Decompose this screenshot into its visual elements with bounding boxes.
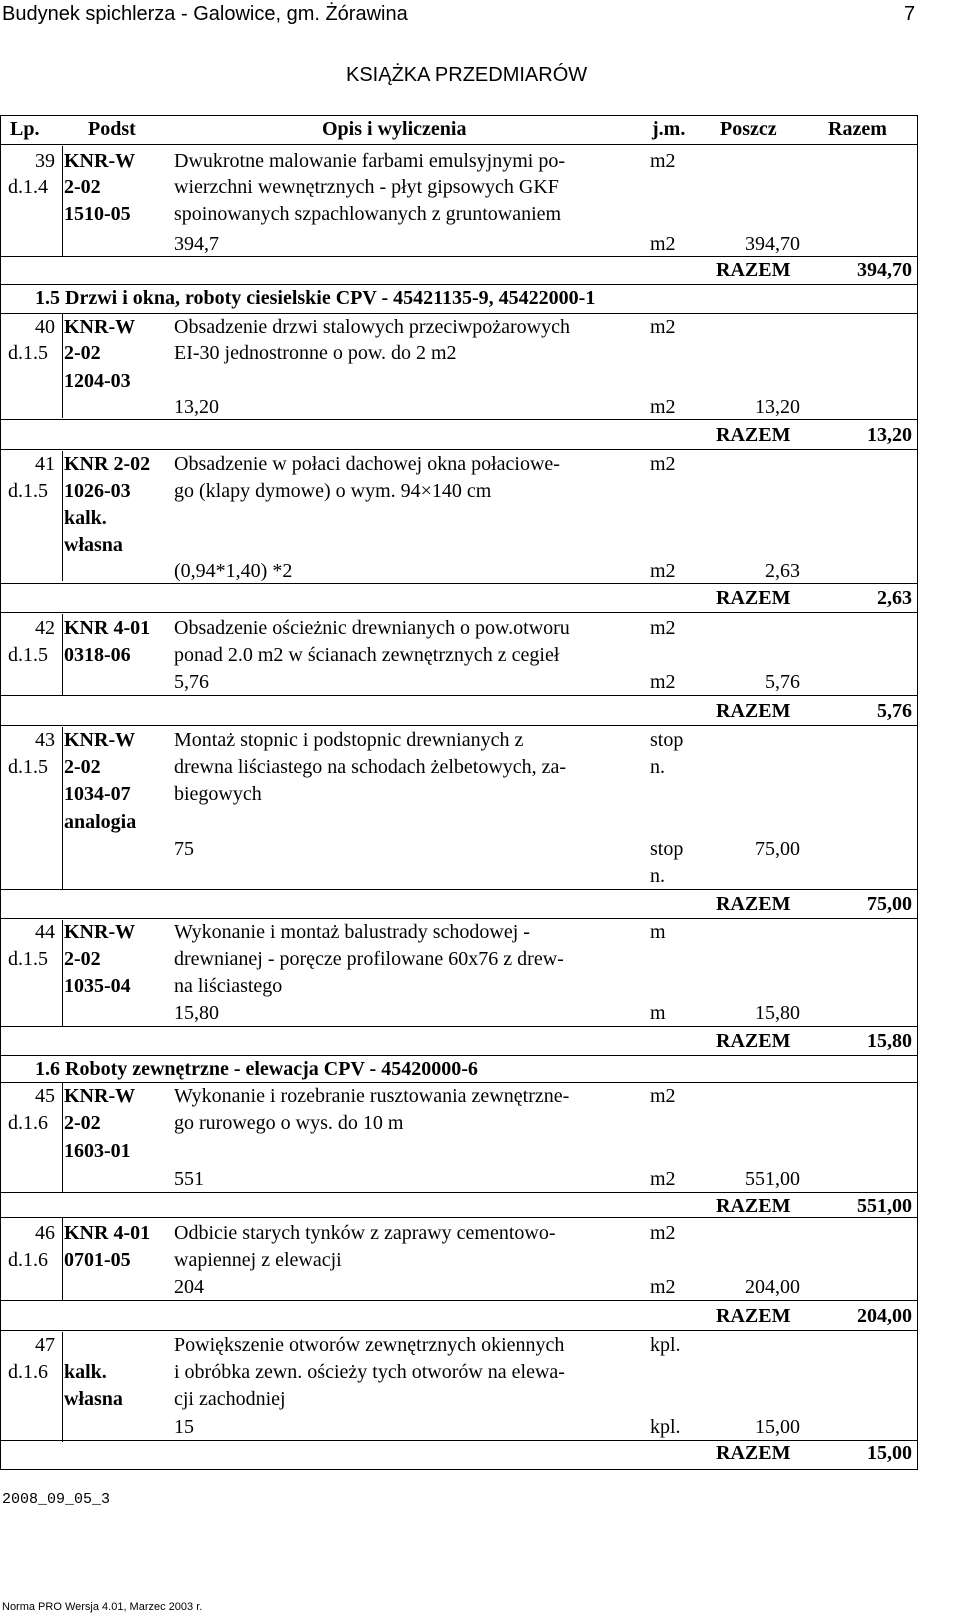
row-description-line: drewna liściastego na schodach żelbetowych, za- — [174, 756, 567, 778]
row-description-line: EI-30 jednostronne o pow. do 2 m2 — [174, 342, 457, 364]
razem-label: RAZEM — [716, 1442, 791, 1464]
row-podst-line: kalk. — [64, 1361, 107, 1383]
row-podst-line: własna — [64, 1388, 123, 1410]
row-lp: 39 — [35, 150, 55, 172]
row-calculation: 15,80 — [174, 1002, 219, 1024]
razem-value: 2,63 — [877, 587, 912, 609]
table-top-rule — [0, 115, 918, 116]
table-bottom-rule — [0, 1469, 918, 1470]
row-calculation-unit: kpl. — [650, 1416, 681, 1438]
row-lp: 40 — [35, 316, 55, 338]
row-divider — [0, 1192, 918, 1193]
row-podst-line: KNR 2-02 — [64, 453, 151, 475]
row-chapter: d.1.5 — [8, 644, 48, 666]
row-podst-line: KNR-W — [64, 921, 136, 943]
row-lp: 43 — [35, 729, 55, 751]
row-divider — [0, 889, 918, 890]
column-separator — [62, 146, 63, 256]
razem-label: RAZEM — [716, 700, 791, 722]
row-divider — [0, 1300, 918, 1301]
row-podst-line: analogia — [64, 811, 137, 833]
row-divider — [0, 419, 918, 420]
row-calculation: 15 — [174, 1416, 194, 1438]
row-description-line: spoinowanych szpachlowanych z gruntowaniem — [174, 203, 562, 225]
row-lp: 45 — [35, 1085, 55, 1107]
row-calculation: 5,76 — [174, 671, 209, 693]
row-calculation-unit: m2 — [650, 233, 676, 255]
row-podst-line: KNR 4-01 — [64, 617, 151, 639]
section-divider — [0, 313, 918, 314]
row-poszcz-value: 15,00 — [755, 1416, 800, 1438]
row-podst-line: 1603-01 — [64, 1140, 131, 1162]
row-lp: 44 — [35, 921, 55, 943]
row-podst-line: 2-02 — [64, 756, 101, 778]
razem-label: RAZEM — [716, 259, 791, 281]
row-podst-line: KNR-W — [64, 729, 136, 751]
row-podst-line: własna — [64, 534, 123, 556]
row-podst-line: 2-02 — [64, 948, 101, 970]
row-lp: 42 — [35, 617, 55, 639]
row-podst-line: 0701-05 — [64, 1249, 131, 1271]
row-divider — [0, 1217, 918, 1218]
row-description-line: Dwukrotne malowanie farbami emulsyjnymi po- — [174, 150, 566, 172]
razem-value: 75,00 — [867, 893, 912, 915]
razem-value: 204,00 — [857, 1305, 912, 1327]
row-podst-line: 2-02 — [64, 176, 101, 198]
row-divider — [0, 918, 918, 919]
section-heading: 1.6 Roboty zewnętrzne - elewacja CPV - 45420000-6 — [35, 1058, 478, 1080]
razem-label: RAZEM — [716, 1030, 791, 1052]
column-separator — [62, 314, 63, 418]
row-divider — [0, 725, 918, 726]
row-chapter: d.1.6 — [8, 1249, 48, 1271]
row-description-line: Wykonanie i montaż balustrady schodowej - — [174, 921, 530, 943]
row-calculation-unit: stop — [650, 838, 684, 860]
row-unit: m2 — [650, 316, 676, 338]
footer-software-version: Norma PRO Wersja 4.01, Marzec 2003 r. — [2, 1601, 203, 1613]
razem-label: RAZEM — [716, 1195, 791, 1217]
row-description-line: i obróbka zewn. ościeży tych otworów na elewa- — [174, 1361, 565, 1383]
row-chapter: d.1.5 — [8, 480, 48, 502]
razem-value: 13,20 — [867, 424, 912, 446]
row-poszcz-value: 15,80 — [755, 1002, 800, 1024]
row-chapter: d.1.6 — [8, 1361, 48, 1383]
section-heading: 1.5 Drzwi i okna, roboty ciesielskie CPV - 45421135-9, 45422000-1 — [35, 287, 596, 309]
row-divider — [0, 1440, 918, 1441]
row-poszcz-value: 13,20 — [755, 396, 800, 418]
column-separator — [62, 614, 63, 695]
row-unit: m2 — [650, 453, 676, 475]
row-calculation: 75 — [174, 838, 194, 860]
row-divider — [0, 1026, 918, 1027]
row-calculation-unit: m — [650, 1002, 666, 1024]
row-podst-line: 2-02 — [64, 1112, 101, 1134]
row-poszcz-value: 204,00 — [745, 1276, 800, 1298]
row-podst-line: KNR 4-01 — [64, 1222, 151, 1244]
row-calculation-unit: m2 — [650, 671, 676, 693]
row-podst-line: 1034-07 — [64, 783, 131, 805]
razem-value: 394,70 — [857, 259, 912, 281]
row-podst-line: 2-02 — [64, 342, 101, 364]
table-left-border — [0, 115, 1, 1470]
row-description-line: go rurowego o wys. do 10 m — [174, 1112, 404, 1134]
page-number: 7 — [904, 3, 916, 25]
column-separator — [62, 727, 63, 889]
row-description-line: na liściastego — [174, 975, 283, 997]
row-calculation: (0,94*1,40) *2 — [174, 560, 293, 582]
column-separator — [62, 1218, 63, 1301]
row-unit: n. — [650, 756, 665, 778]
row-lp: 46 — [35, 1222, 55, 1244]
row-poszcz-value: 2,63 — [765, 560, 800, 582]
column-header-poszcz: Poszcz — [720, 118, 777, 140]
row-unit: m — [650, 921, 666, 943]
row-description-line: wapiennej z elewacji — [174, 1249, 342, 1271]
row-description-line: go (klapy dymowe) o wym. 94×140 cm — [174, 480, 492, 502]
row-podst-line: KNR-W — [64, 316, 136, 338]
row-divider — [0, 583, 918, 584]
row-podst-line: 1510-05 — [64, 203, 131, 225]
row-unit: stop — [650, 729, 684, 751]
row-poszcz-value: 551,00 — [745, 1168, 800, 1190]
row-chapter: d.1.5 — [8, 756, 48, 778]
razem-value: 15,00 — [867, 1442, 912, 1464]
row-description-line: Obsadzenie drzwi stalowych przeciwpożarowych — [174, 316, 570, 338]
row-lp: 47 — [35, 1334, 55, 1356]
column-header-lp: Lp. — [10, 118, 40, 140]
row-podst-line: KNR-W — [64, 150, 136, 172]
column-header-podst: Podst — [88, 118, 136, 140]
row-poszcz-value: 75,00 — [755, 838, 800, 860]
column-header-jm: j.m. — [652, 118, 686, 140]
row-calculation-unit: m2 — [650, 560, 676, 582]
row-description-line: Montaż stopnic i podstopnic drewnianych z — [174, 729, 524, 751]
column-header-razem: Razem — [828, 118, 887, 140]
razem-label: RAZEM — [716, 587, 791, 609]
row-chapter: d.1.5 — [8, 948, 48, 970]
row-calculation: 204 — [174, 1276, 204, 1298]
column-separator — [62, 1332, 63, 1442]
row-description-line: cji zachodniej — [174, 1388, 286, 1410]
row-divider — [0, 612, 918, 613]
row-podst-line: KNR-W — [64, 1085, 136, 1107]
row-calculation-unit: n. — [650, 865, 665, 887]
razem-label: RAZEM — [716, 424, 791, 446]
row-poszcz-value: 394,70 — [745, 233, 800, 255]
section-divider — [0, 1082, 918, 1083]
row-description-line: Obsadzenie ościeżnic drewnianych o pow.otworu — [174, 617, 570, 639]
table-header-rule — [0, 144, 918, 145]
row-divider — [0, 695, 918, 696]
row-description-line: Obsadzenie w połaci dachowej okna połaciowe- — [174, 453, 560, 475]
row-podst-line: 1026-03 — [64, 480, 131, 502]
document-header-title: Budynek spichlerza - Galowice, gm. Żórawina — [2, 3, 408, 25]
row-divider — [0, 1330, 918, 1331]
row-unit: m2 — [650, 1222, 676, 1244]
row-poszcz-value: 5,76 — [765, 671, 800, 693]
column-separator — [62, 920, 63, 1026]
row-chapter: d.1.6 — [8, 1112, 48, 1134]
row-chapter: d.1.5 — [8, 342, 48, 364]
document-title: KSIĄŻKA PRZEDMIARÓW — [346, 64, 588, 86]
table-right-border — [917, 115, 918, 1470]
row-description-line: Odbicie starych tynków z zaprawy cementowo- — [174, 1222, 556, 1244]
row-description-line: ponad 2.0 m2 w ścianach zewnętrznych z cegieł — [174, 644, 560, 666]
razem-label: RAZEM — [716, 893, 791, 915]
row-description-line: drewnianej - poręcze profilowane 60x76 z drew- — [174, 948, 564, 970]
row-calculation: 394,7 — [174, 233, 219, 255]
row-divider — [0, 1055, 918, 1056]
row-podst-line: 1204-03 — [64, 370, 131, 392]
razem-value: 5,76 — [877, 700, 912, 722]
row-divider — [0, 256, 918, 257]
column-separator — [62, 1083, 63, 1193]
row-description-line: Wykonanie i rozebranie rusztowania zewnętrzne- — [174, 1085, 570, 1107]
row-unit: m2 — [650, 150, 676, 172]
razem-value: 551,00 — [857, 1195, 912, 1217]
row-unit: m2 — [650, 1085, 676, 1107]
razem-value: 15,80 — [867, 1030, 912, 1052]
row-unit: kpl. — [650, 1334, 681, 1356]
footer-document-code: 2008_09_05_3 — [2, 1491, 111, 1508]
row-calculation: 13,20 — [174, 396, 219, 418]
row-podst-line: 0318-06 — [64, 644, 131, 666]
row-chapter: d.1.4 — [8, 176, 48, 198]
row-description-line: Powiększenie otworów zewnętrznych okiennych — [174, 1334, 565, 1356]
row-podst-line: kalk. — [64, 507, 107, 529]
row-divider — [0, 284, 918, 285]
razem-label: RAZEM — [716, 1305, 791, 1327]
column-header-opis: Opis i wyliczenia — [322, 118, 467, 140]
row-divider — [0, 449, 918, 450]
row-lp: 41 — [35, 453, 55, 475]
row-description-line: biegowych — [174, 783, 262, 805]
row-unit: m2 — [650, 617, 676, 639]
row-podst-line: 1035-04 — [64, 975, 131, 997]
row-calculation-unit: m2 — [650, 396, 676, 418]
row-calculation-unit: m2 — [650, 1168, 676, 1190]
row-calculation-unit: m2 — [650, 1276, 676, 1298]
row-calculation: 551 — [174, 1168, 204, 1190]
column-separator — [62, 451, 63, 581]
row-description-line: wierzchni wewnętrznych - płyt gipsowych GKF — [174, 176, 559, 198]
